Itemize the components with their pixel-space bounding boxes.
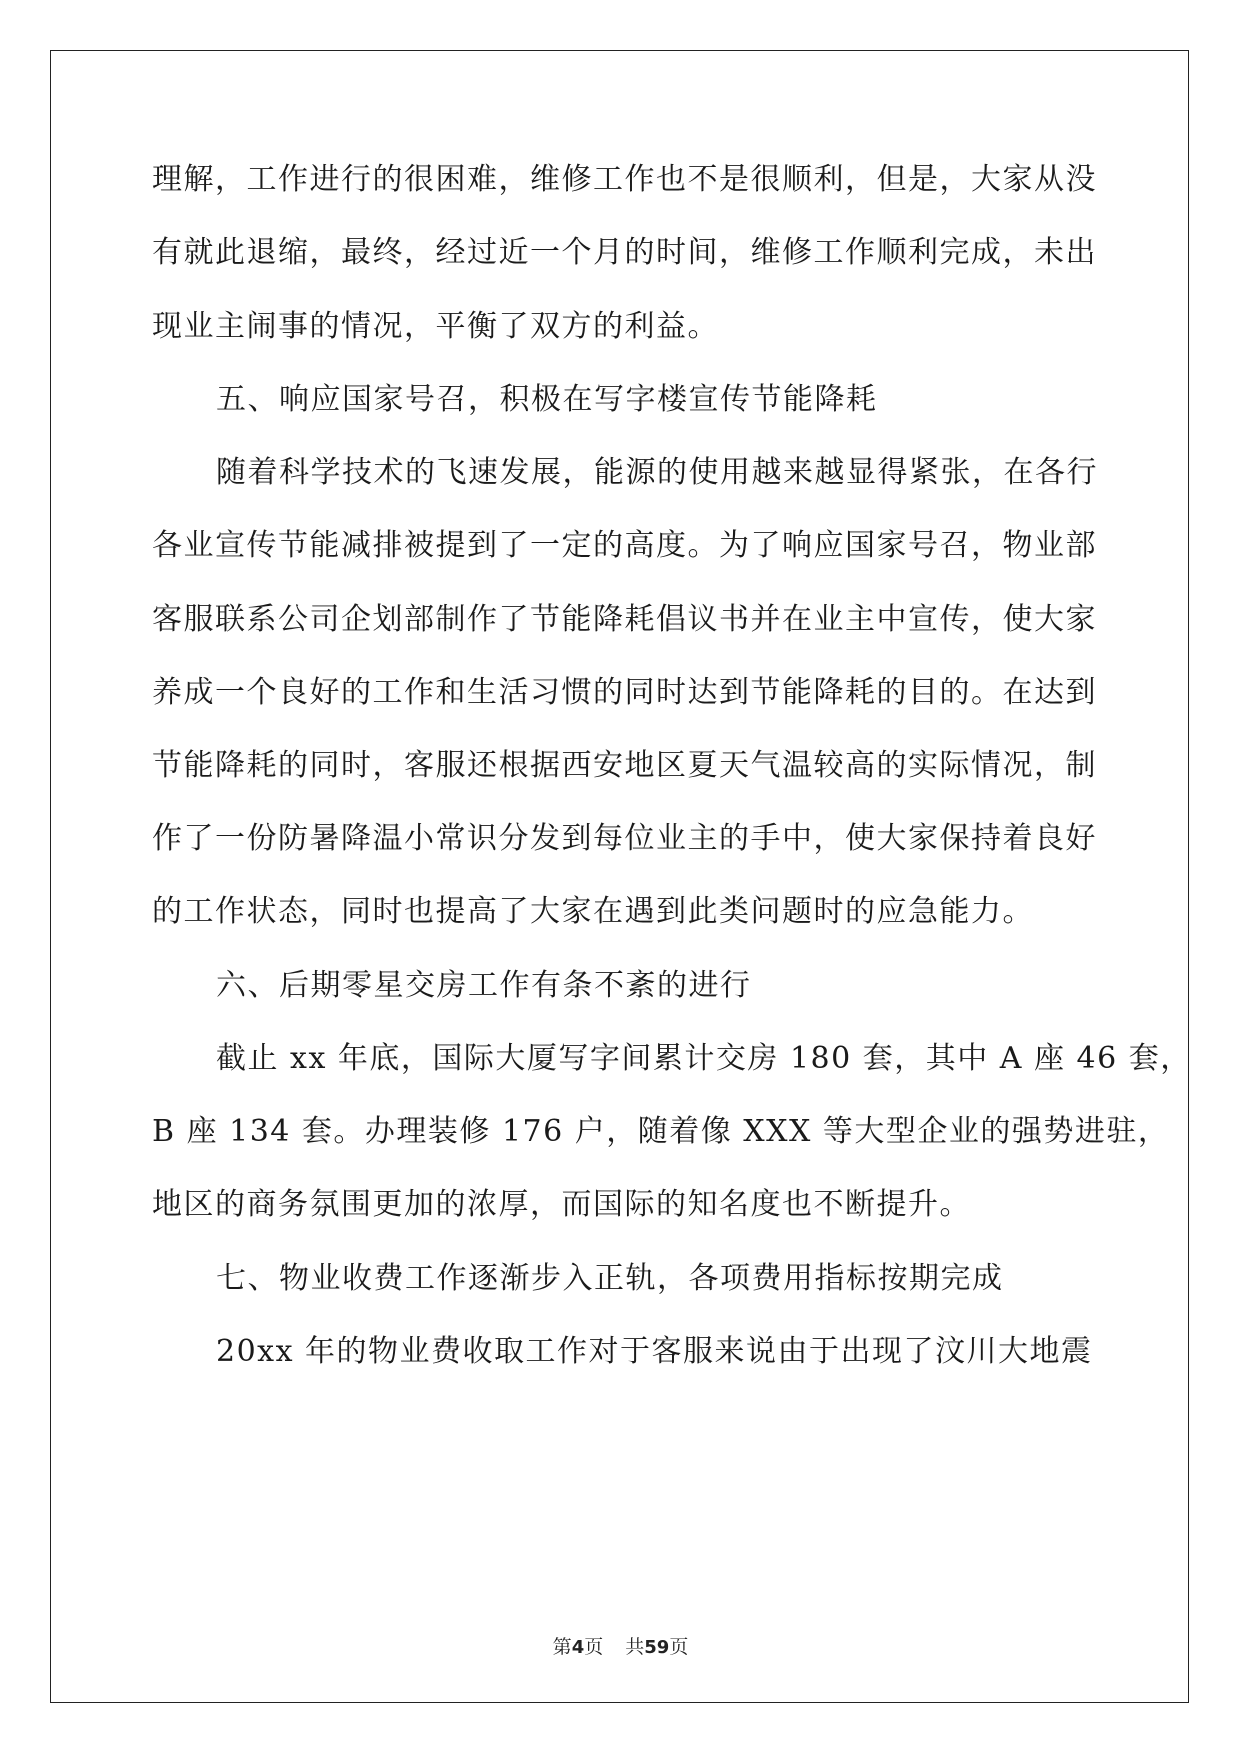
text-line: 截止 xx 年底，国际大厦写字间累计交房 180 套，其中 A 座 46 套， — [216, 1041, 1192, 1076]
text-line: B 座 134 套。办理装修 176 户，随着像 XXX 等大型企业的强势进驻， — [152, 1114, 1170, 1149]
footer-prefix: 第 — [552, 1636, 572, 1658]
section-heading: 七、物业收费工作逐渐步入正轨，各项费用指标按期完成 — [216, 1261, 1004, 1296]
text-line: 节能降耗的同时，客服还根据西安地区夏天气温较高的实际情况，制 — [152, 748, 1097, 783]
text-line: 现业主闹事的情况，平衡了双方的利益。 — [152, 309, 719, 344]
section-heading: 六、后期零星交房工作有条不紊的进行 — [216, 968, 752, 1003]
text-line: 随着科学技术的飞速发展，能源的使用越来越显得紧张，在各行 — [216, 455, 1098, 490]
text-line: 的工作状态，同时也提高了大家在遇到此类问题时的应急能力。 — [152, 894, 1034, 929]
text-line: 有就此退缩，最终，经过近一个月的时间，维修工作顺利完成，未出 — [152, 235, 1097, 270]
text-line: 客服联系公司企划部制作了节能降耗倡议书并在业主中宣传，使大家 — [152, 602, 1097, 637]
footer-page-suffix: 页 — [584, 1636, 604, 1658]
footer-total-suffix: 页 — [669, 1636, 689, 1658]
section-heading: 五、响应国家号召，积极在写字楼宣传节能降耗 — [216, 382, 878, 417]
text-line: 20xx 年的物业费收取工作对于客服来说由于出现了汶川大地震 — [216, 1334, 1093, 1369]
total-pages: 59 — [644, 1637, 670, 1658]
text-line: 各业宣传节能减排被提到了一定的高度。为了响应国家号召，物业部 — [152, 528, 1097, 563]
text-line: 理解，工作进行的很困难，维修工作也不是很顺利，但是，大家从没 — [152, 162, 1097, 197]
page-number: 4 — [571, 1637, 585, 1658]
page-footer — [0, 1635, 1241, 1660]
page-border — [50, 50, 1189, 1703]
text-line: 地区的商务氛围更加的浓厚，而国际的知名度也不断提升。 — [152, 1187, 971, 1222]
text-line: 养成一个良好的工作和生活习惯的同时达到节能降耗的目的。在达到 — [152, 675, 1097, 710]
text-line: 作了一份防暑降温小常识分发到每位业主的手中，使大家保持着良好 — [152, 821, 1097, 856]
footer-total-prefix: 共 — [625, 1636, 645, 1658]
